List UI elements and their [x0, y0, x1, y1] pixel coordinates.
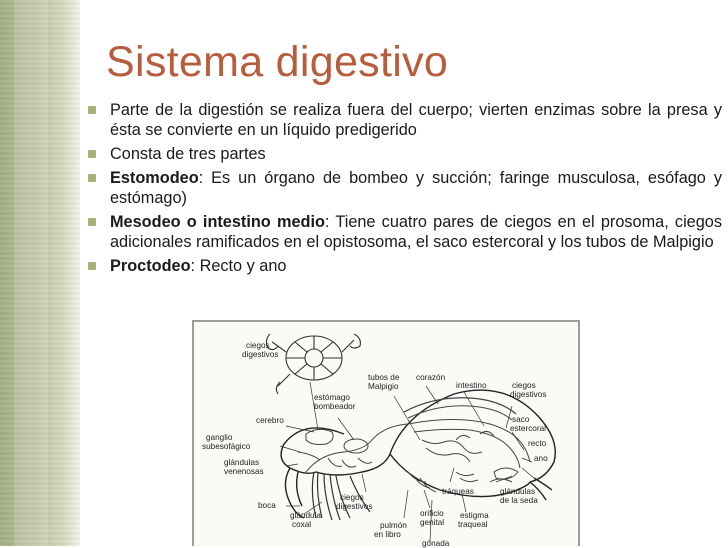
- bullet-marker-icon: [88, 262, 96, 270]
- label-tubos-2: Malpigio: [368, 382, 399, 391]
- label-ganglio-1: ganglio: [206, 433, 233, 442]
- spider-anatomy-drawing: [194, 322, 580, 548]
- label-orificio-2: genital: [420, 518, 445, 527]
- label-pulmon-2: en libro: [374, 530, 401, 539]
- label-ciegos-right-2: digestivos: [510, 390, 547, 399]
- label-ciegos-top-2: digestivos: [242, 350, 279, 359]
- label-glandulas-seda-1: glándulas: [500, 487, 536, 496]
- bullet-item: Estomodeo: Es un órgano de bombeo y succión; faringe musculosa, esófago y estómago): [86, 168, 722, 208]
- label-glandulas-ven-1: glándulas: [224, 458, 260, 467]
- bullet-item: Proctodeo: Recto y ano: [86, 256, 722, 276]
- label-ano: ano: [534, 454, 548, 463]
- label-corazon: corazón: [416, 373, 446, 382]
- label-ciegos-right-1: ciegos: [512, 381, 536, 390]
- label-orificio-1: orificio: [420, 509, 444, 518]
- label-ganglio-2: subesofágico: [202, 442, 251, 451]
- bullet-marker-icon: [88, 150, 96, 158]
- slide-title: Sistema digestivo: [106, 38, 449, 86]
- bullet-marker-icon: [88, 218, 96, 226]
- label-traqueas: tráqueas: [442, 487, 474, 496]
- label-glandulas-ven-2: venenosas: [224, 467, 264, 476]
- bullet-marker-icon: [88, 174, 96, 182]
- label-recto: recto: [528, 439, 547, 448]
- label-cerebro: cerebro: [256, 416, 284, 425]
- label-glandula-coxal-1: glándula: [290, 511, 321, 520]
- bullet-item: Consta de tres partes: [86, 144, 722, 164]
- digestive-system-diagram: [192, 320, 580, 546]
- label-saco-1: saco: [512, 415, 530, 424]
- label-saco-2: estercoral: [510, 424, 546, 433]
- label-ciegos-top-1: ciegos: [246, 341, 270, 350]
- bullet-list: [86, 100, 722, 280]
- label-tubos-1: tubos de: [368, 373, 400, 382]
- label-ciegos-bottom-2: digestivos: [336, 502, 373, 511]
- digestive-tract: [298, 398, 530, 492]
- bullet-item: Mesodeo o intestino medio: Tiene cuatro pares de ciegos en el prosoma, ciegos adicionales ramificados en el opistosoma, el saco estercoral y los tubos de Malpigio: [86, 212, 722, 252]
- bullet-item: Parte de la digestión se realiza fuera del cuerpo; vierten enzimas sobre la presa y ésta se convierte en un líquido predigerido: [86, 100, 722, 140]
- label-estigma-1: estigma: [460, 511, 489, 520]
- label-estomago-2: bombeador: [314, 402, 356, 411]
- label-glandulas-seda-2: de la seda: [500, 496, 538, 505]
- label-ciegos-bottom-1: ciegos: [340, 493, 364, 502]
- decorative-side-bar: [0, 0, 80, 546]
- label-gonada: gónada: [422, 539, 450, 548]
- bullet-marker-icon: [88, 106, 96, 114]
- label-estomago-1: estómago: [314, 393, 350, 402]
- label-estigma-2: traqueal: [458, 520, 488, 529]
- label-glandula-coxal-2: coxal: [292, 520, 312, 529]
- label-intestino: intestino: [456, 381, 487, 390]
- label-pulmon-1: pulmón: [380, 521, 407, 530]
- label-boca: boca: [258, 501, 276, 510]
- caeca-cross-section: [266, 334, 360, 394]
